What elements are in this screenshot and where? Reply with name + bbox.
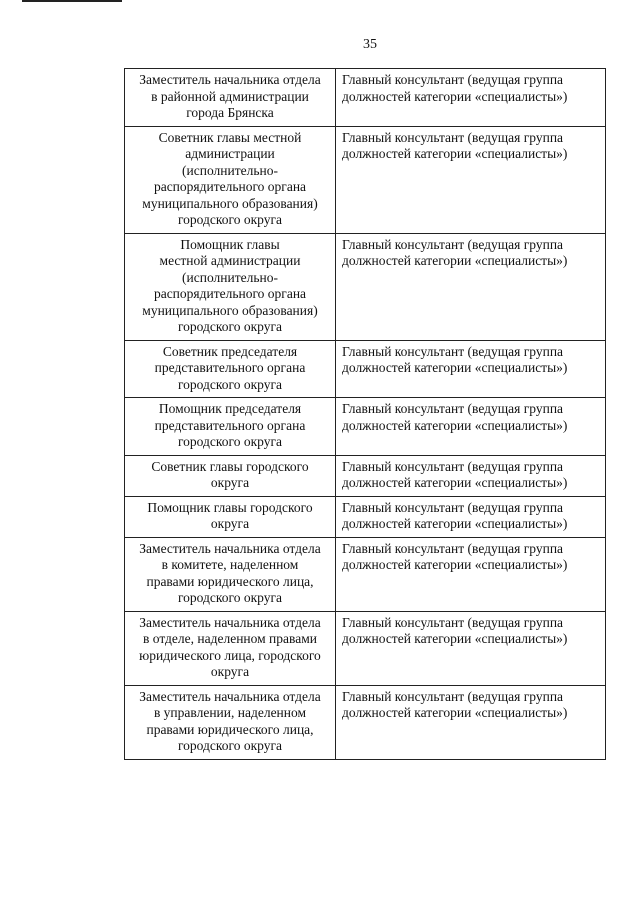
- table-row: [125, 340, 606, 398]
- position-title-line: городского округа: [177, 434, 283, 449]
- grade-cell: [336, 398, 606, 456]
- table-row: [125, 233, 606, 340]
- grade-line: должностей категории «специалисты»): [342, 557, 568, 572]
- grade-cell: [336, 611, 606, 685]
- table-row: [125, 455, 606, 496]
- position-title-line: Заместитель начальника отдела: [139, 540, 321, 556]
- position-title-line: округа: [210, 475, 250, 490]
- position-title-line: (исполнительно-: [182, 162, 278, 178]
- position-title-line: Заместитель начальника отдела: [139, 614, 321, 630]
- table-row: [125, 685, 606, 759]
- table-row: [125, 611, 606, 685]
- position-title-line: Помощник главы городского: [147, 499, 313, 515]
- grade-line: Главный консультант (ведущая группа: [342, 614, 564, 630]
- grade-line: Главный консультант (ведущая группа: [342, 499, 564, 515]
- position-title-line: Советник главы местной: [158, 129, 302, 145]
- grade-line: Главный консультант (ведущая группа: [342, 72, 564, 87]
- grade-cell: [336, 496, 606, 537]
- position-title-line: муниципального образования): [142, 302, 318, 318]
- grade-line: Главный консультант (ведущая группа: [342, 343, 564, 359]
- page-number: 35: [363, 37, 377, 52]
- position-title-line: местной администрации: [159, 253, 301, 268]
- position-title-line: правами юридического лица,: [146, 721, 314, 737]
- position-title-line: городского округа: [177, 212, 283, 227]
- position-title-line: городского округа: [177, 590, 283, 605]
- grade-line: Главный консультант (ведущая группа: [342, 129, 564, 145]
- grade-line: должностей категории «специалисты»): [342, 360, 568, 375]
- grade-line: должностей категории «специалисты»): [342, 417, 568, 433]
- grade-cell: [336, 537, 606, 611]
- grade-line: Главный консультант (ведущая группа: [342, 401, 564, 416]
- position-title-line: городского округа: [177, 319, 283, 334]
- position-title-line: представительного органа: [154, 360, 306, 375]
- grade-cell: [336, 340, 606, 398]
- positions-table-body: [125, 69, 606, 760]
- grade-line: должностей категории «специалисты»): [342, 253, 568, 268]
- position-title-cell: [125, 455, 336, 496]
- position-title-line: в отделе, наделенном правами: [143, 631, 317, 646]
- position-title-line: Советник председателя: [162, 343, 298, 359]
- grade-line: должностей категории «специалисты»): [342, 631, 568, 646]
- position-title-line: в комитете, наделенном: [161, 557, 299, 572]
- grade-line: должностей категории «специалисты»): [342, 705, 568, 720]
- position-title-cell: [125, 611, 336, 685]
- position-title-line: Помощник главы: [180, 236, 280, 252]
- position-title-cell: [125, 496, 336, 537]
- grade-line: должностей категории «специалисты»): [342, 146, 568, 161]
- position-title-line: (исполнительно-: [182, 269, 278, 285]
- position-title-line: Советник главы городского: [151, 458, 309, 474]
- grade-line: должностей категории «специалисты»): [342, 516, 568, 531]
- position-title-line: городского округа: [177, 376, 283, 392]
- position-title-cell: [125, 537, 336, 611]
- position-title-line: городского округа: [177, 738, 283, 753]
- position-title-line: Помощник председателя: [158, 401, 302, 416]
- position-title-cell: [125, 398, 336, 456]
- grade-cell: [336, 685, 606, 759]
- positions-table: [124, 68, 606, 760]
- table-row: [125, 496, 606, 537]
- grade-line: Главный консультант (ведущая группа: [342, 458, 564, 474]
- position-title-cell: [125, 233, 336, 340]
- table-row: [125, 398, 606, 456]
- position-title-line: правами юридического лица,: [146, 573, 314, 589]
- table-row: [125, 126, 606, 233]
- grade-cell: [336, 69, 606, 127]
- grade-cell: [336, 126, 606, 233]
- position-title-line: Заместитель начальника отдела: [139, 688, 321, 704]
- grade-line: Главный консультант (ведущая группа: [342, 688, 564, 704]
- position-title-line: распорядительного органа: [153, 179, 307, 194]
- position-title-line: в управлении, наделенном: [153, 705, 307, 720]
- grade-line: Главный консультант (ведущая группа: [342, 540, 564, 556]
- position-title-line: округа: [210, 516, 250, 531]
- table-row: [125, 69, 606, 127]
- grade-line: должностей категории «специалисты»): [342, 475, 568, 490]
- grade-line: должностей категории «специалисты»): [342, 88, 568, 104]
- position-title-cell: [125, 126, 336, 233]
- position-title-cell: [125, 340, 336, 398]
- position-title-cell: [125, 685, 336, 759]
- position-title-line: распорядительного органа: [153, 286, 307, 301]
- table-row: [125, 537, 606, 611]
- position-title-line: города Брянска: [186, 105, 274, 120]
- grade-cell: [336, 455, 606, 496]
- position-title-line: Заместитель начальника отдела: [139, 72, 321, 87]
- top-rule: [22, 0, 122, 2]
- position-title-line: представительного органа: [154, 417, 306, 433]
- position-title-line: юридического лица, городского: [139, 647, 321, 663]
- position-title-line: в районной администрации: [151, 88, 309, 104]
- position-title-cell: [125, 69, 336, 127]
- position-title-line: муниципального образования): [142, 195, 318, 211]
- position-title-line: администрации: [185, 146, 275, 161]
- position-title-line: округа: [210, 664, 250, 679]
- grade-line: Главный консультант (ведущая группа: [342, 236, 564, 252]
- grade-cell: [336, 233, 606, 340]
